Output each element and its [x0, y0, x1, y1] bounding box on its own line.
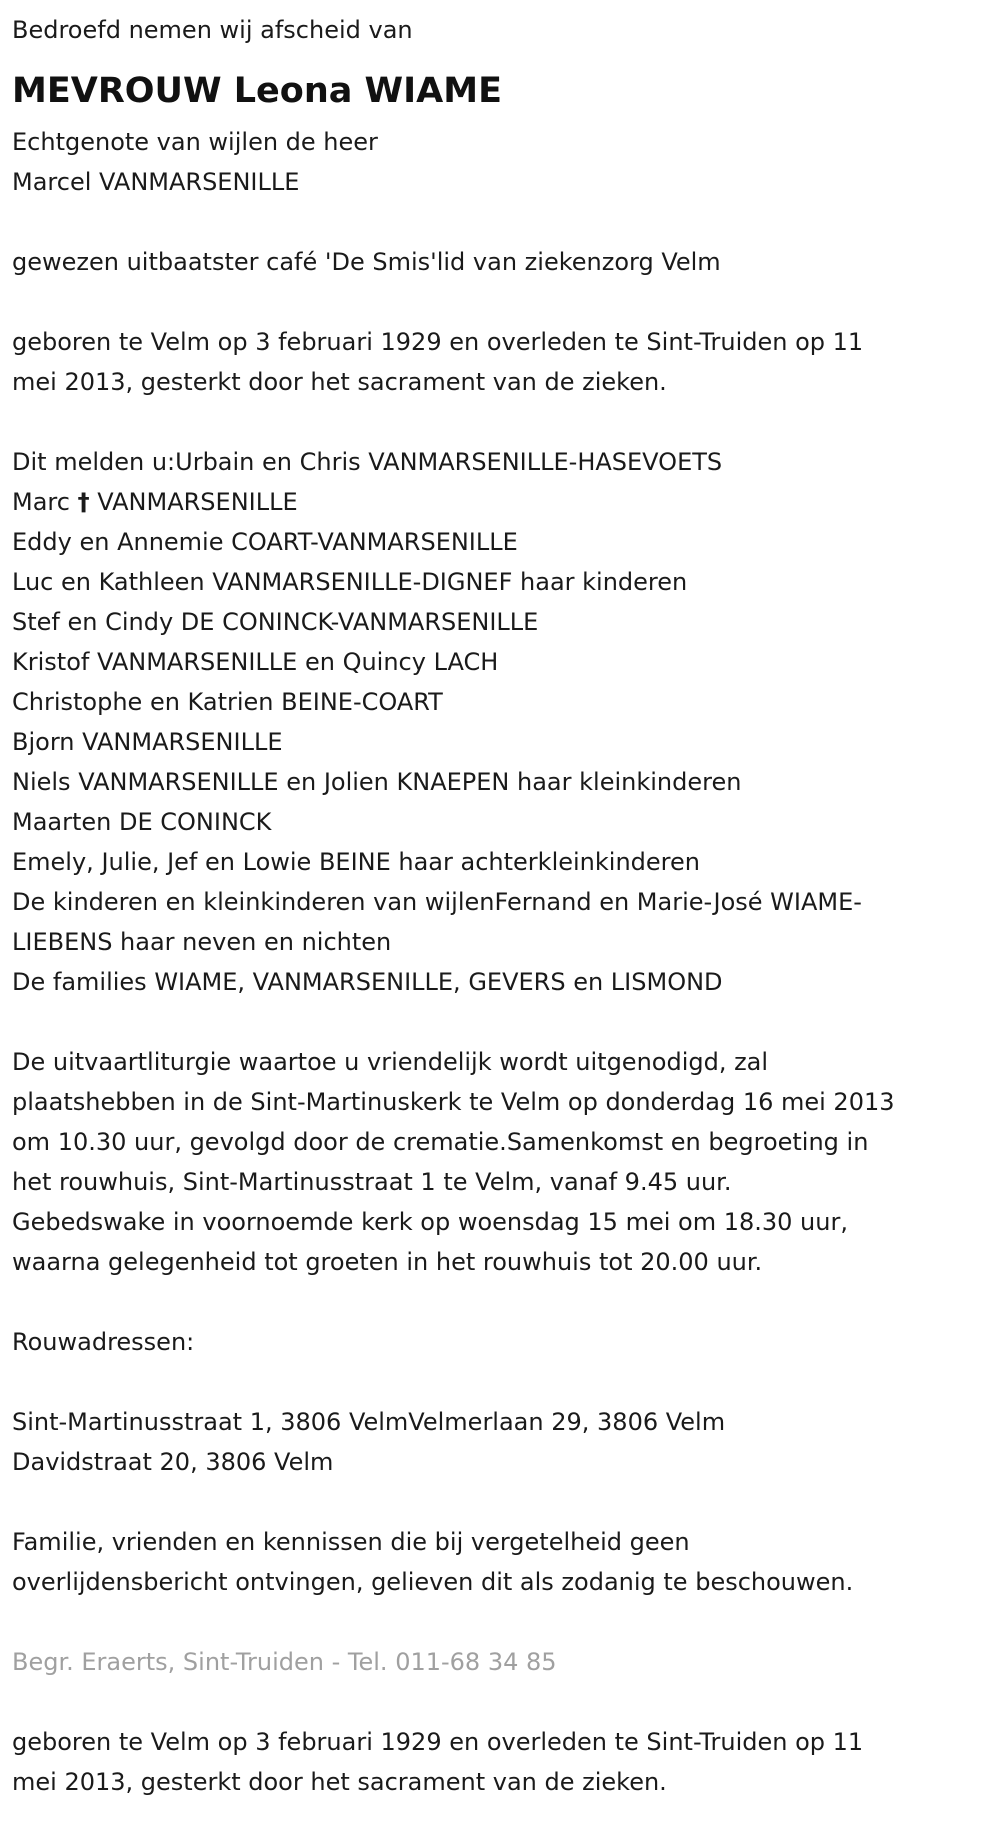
- notice-line-2: overlijdensbericht ontvingen, gelieven dit als zodanig te beschouwen.: [12, 1568, 854, 1596]
- birth-death-repeat-line-2: mei 2013, gesterkt door het sacrament van de zieken.: [12, 1768, 667, 1796]
- addresses-heading: Rouwadressen:: [12, 1328, 195, 1356]
- family-list: [12, 442, 990, 1002]
- family-line: De families WIAME, VANMARSENILLE, GEVERS en LISMOND: [12, 968, 723, 996]
- spacer: [12, 1282, 990, 1322]
- family-line: [12, 482, 990, 522]
- spacer: [12, 402, 990, 442]
- family-line: Dit melden u:Urbain en Chris VANMARSENILLE-HASEVOETS: [12, 448, 723, 476]
- family-name-prefix: Marc: [12, 488, 70, 516]
- birth-death-repeat-line-1: geboren te Velm op 3 februari 1929 en overleden te Sint-Truiden op 11: [12, 1728, 864, 1756]
- occupation-text: gewezen uitbaatster café 'De Smis'lid van ziekenzorg Velm: [12, 248, 721, 276]
- funeral-line: Gebedswake in voornoemde kerk op woensdag 15 mei om 18.30 uur,: [12, 1208, 848, 1236]
- family-line: Eddy en Annemie COART-VANMARSENILLE: [12, 528, 518, 556]
- undertaker-contact: Begr. Eraerts, Sint-Truiden - Tel. 011-68 34 85: [12, 1648, 557, 1676]
- family-line: Niels VANMARSENILLE en Jolien KNAEPEN haar kleinkinderen: [12, 768, 742, 796]
- family-line: LIEBENS haar neven en nichten: [12, 928, 392, 956]
- family-name-suffix: VANMARSENILLE: [97, 488, 298, 516]
- family-line: Christophe en Katrien BEINE-COART: [12, 688, 443, 716]
- notice-line-1: Familie, vrienden en kennissen die bij vergetelheid geen: [12, 1528, 690, 1556]
- family-line: Emely, Julie, Jef en Lowie BEINE haar achterkleinkinderen: [12, 848, 700, 876]
- birth-death-line-1: geboren te Velm op 3 februari 1929 en overleden te Sint-Truiden op 11: [12, 328, 864, 356]
- spacer: [12, 1362, 990, 1402]
- funeral-details: [12, 1042, 990, 1282]
- spacer: [12, 1602, 990, 1642]
- address-line: Sint-Martinusstraat 1, 3806 VelmVelmerlaan 29, 3806 Velm: [12, 1408, 726, 1436]
- family-line: Bjorn VANMARSENILLE: [12, 728, 283, 756]
- spacer: [12, 202, 990, 242]
- family-line: Maarten DE CONINCK: [12, 808, 272, 836]
- cross-icon: †: [77, 488, 90, 516]
- spacer: [12, 1482, 990, 1522]
- family-line: Luc en Kathleen VANMARSENILLE-DIGNEF haar kinderen: [12, 568, 688, 596]
- spacer: [12, 282, 990, 322]
- spacer: [12, 1682, 990, 1722]
- address-line: Davidstraat 20, 3806 Velm: [12, 1448, 334, 1476]
- funeral-line: om 10.30 uur, gevolgd door de crematie.Samenkomst en begroeting in: [12, 1128, 869, 1156]
- funeral-line: het rouwhuis, Sint-Martinusstraat 1 te Velm, vanaf 9.45 uur.: [12, 1168, 732, 1196]
- funeral-line: waarna gelegenheid tot groeten in het rouwhuis tot 20.00 uur.: [12, 1248, 763, 1276]
- family-line: Stef en Cindy DE CONINCK-VANMARSENILLE: [12, 608, 539, 636]
- family-line: De kinderen en kleinkinderen van wijlenFernand en Marie-José WIAME-: [12, 888, 862, 916]
- funeral-line: De uitvaartliturgie waartoe u vriendelijk wordt uitgenodigd, zal: [12, 1048, 769, 1076]
- birth-death-line-2: mei 2013, gesterkt door het sacrament van de zieken.: [12, 368, 667, 396]
- intro-text: Bedroefd nemen wij afscheid van: [12, 16, 413, 44]
- funeral-line: plaatshebben in de Sint-Martinuskerk te Velm op donderdag 16 mei 2013: [12, 1088, 895, 1116]
- deceased-name: MEVROUW Leona WIAME: [12, 71, 502, 111]
- family-line: Kristof VANMARSENILLE en Quincy LACH: [12, 648, 499, 676]
- spouse-line-1: Echtgenote van wijlen de heer: [12, 128, 378, 156]
- spouse-line-2: Marcel VANMARSENILLE: [12, 168, 300, 196]
- spacer: [12, 1002, 990, 1042]
